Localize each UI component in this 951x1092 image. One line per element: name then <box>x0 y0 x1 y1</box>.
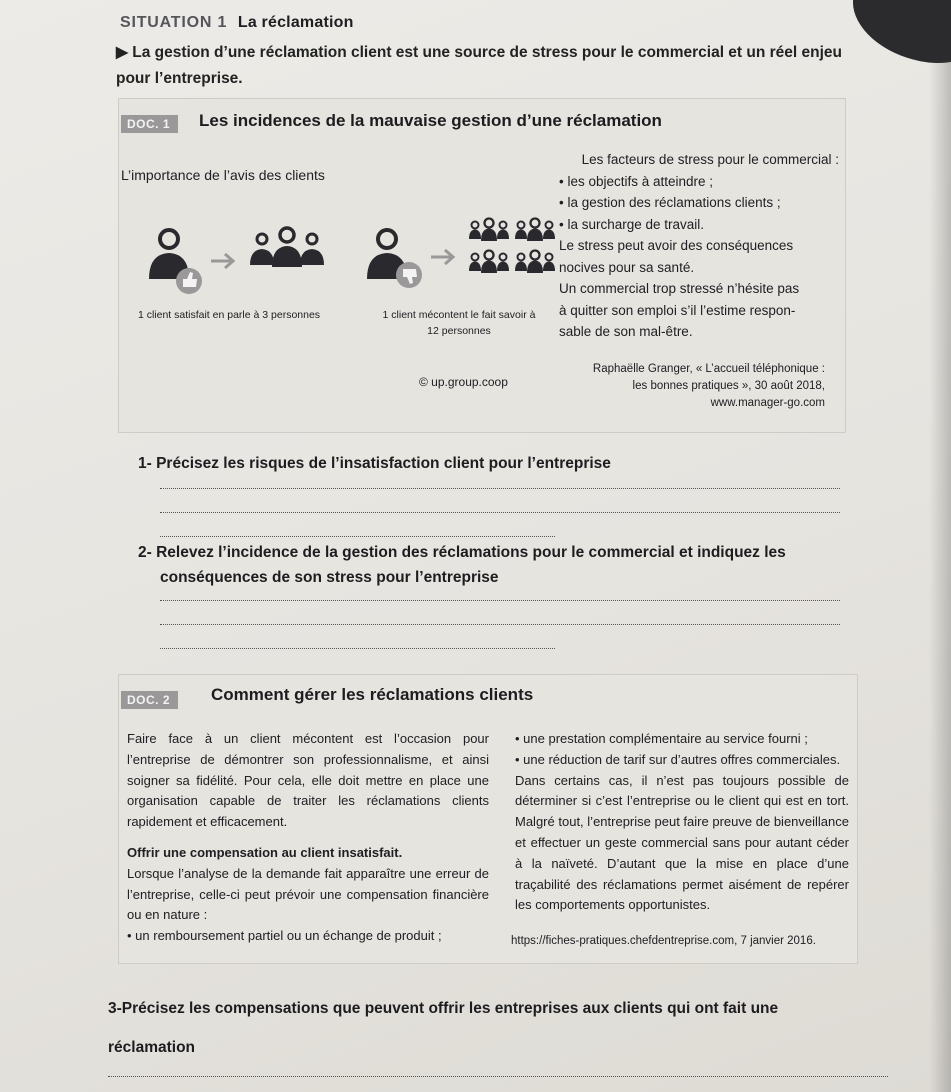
thumb-down-icon <box>396 262 422 288</box>
caption-satisfied: 1 client satisfait en parle à 3 personnes <box>137 309 321 321</box>
factor-item: • la gestion des réclamations clients ; <box>559 195 781 210</box>
question-2-line-1: 2- Relevez l’incidence de la gestion des réclamations pour le commercial et indiquez les <box>138 544 786 561</box>
thumb-up-icon <box>176 268 202 294</box>
doc2-label: DOC. 2 <box>121 691 178 709</box>
source-line: Raphaëlle Granger, « L’accueil téléphonique : <box>592 363 825 375</box>
doc2-bullet: • une prestation complémentaire au service fourni ; <box>515 731 808 746</box>
arrow-right-icon <box>211 254 233 268</box>
answer-line[interactable] <box>160 648 555 649</box>
doc1-source <box>555 361 825 412</box>
stress-text: Un commercial trop stressé n’hésite pas <box>559 281 800 296</box>
doc2-right-column <box>515 729 849 916</box>
answer-line[interactable] <box>160 488 840 489</box>
answer-line[interactable] <box>160 624 840 625</box>
stress-text: à quitter son emploi s’il l’estime respon- <box>559 302 796 318</box>
doc1-label: DOC. 1 <box>121 115 178 133</box>
caption-unhappy-1: 1 client mécontent le fait savoir à <box>382 309 536 321</box>
arrow-right-icon <box>431 250 453 264</box>
doc2-paragraph: Lorsque l’analyse de la demande fait apparaître une erreur de l’entreprise, celle-ci peut prévoir une compensation financière ou en nature : <box>127 865 489 923</box>
customer-opinion-pictograms <box>119 99 559 329</box>
doc2-subheading: Offrir une compensation au client insatisfait. <box>127 844 403 860</box>
intro-sentence: La gestion d’une réclamation client est une source de stress pour le commercial et un réel enjeu pour l’entreprise. <box>116 44 843 87</box>
doc2-paragraph: Faire face à un client mécontent est l’occasion pour l’entreprise de démontrer son professionnalisme, et ainsi soigner sa fidélité. Pour cela, elle doit mettre en place une organisation capable de traiter les réclamations clients rapidement et efficacement. <box>127 731 489 830</box>
stress-text: Le stress peut avoir des conséquences <box>559 238 794 253</box>
question-3-line-1: 3-Précisez les compensations que peuvent offrir les entreprises aux clients qui ont fait une <box>108 1000 779 1017</box>
stress-text: sable de son mal-être. <box>559 324 693 339</box>
stress-text: nocives pour sa santé. <box>559 259 695 275</box>
answer-line[interactable] <box>108 1076 888 1077</box>
answer-line[interactable] <box>160 512 840 513</box>
factor-item: • les objectifs à atteindre ; <box>559 173 714 189</box>
doc1-box <box>118 98 846 433</box>
situation-kicker: SITUATION 1 <box>120 14 228 31</box>
doc2-left-column <box>127 729 489 947</box>
question-2-line-2: conséquences de son stress pour l’entreprise <box>160 569 499 586</box>
doc2-bullet: • un remboursement partiel ou un échange de produit ; <box>127 928 442 944</box>
intro-bullet-icon: ▶ <box>116 44 133 61</box>
situation-name: La réclamation <box>237 14 354 31</box>
factors-title: Les facteurs de stress pour le commercial : <box>581 152 839 167</box>
doc1-title: Les incidences de la mauvaise gestion d’une réclamation <box>199 111 662 130</box>
photo-edge-shadow <box>929 60 951 1092</box>
image-credit: © up.group.coop <box>419 375 508 389</box>
situation-title <box>120 14 354 32</box>
answer-line[interactable] <box>160 600 840 601</box>
doc2-bullet: • une réduction de tarif sur d’autres offres commerciales. <box>515 751 841 767</box>
source-line: www.manager-go.com <box>710 397 825 409</box>
doc2-source: https://fiches-pratiques.chefdentreprise.com, 7 janvier 2016. <box>511 935 816 947</box>
doc2-paragraph: Dans certains cas, il n’est pas toujours possible de déterminer si c’est l’entreprise ou le client qui est en tort. Malgré tout, l’entreprise peut faire preuve de bienveillance et effectuer un geste commercial sans pour autant céder à la naïveté. D’autant que la mise en place d’une traçabilité des réclamations permet aisément de repérer les comportements opportunistes. <box>515 772 849 913</box>
question-3-line-2: réclamation <box>108 1039 196 1056</box>
avis-title: L’importance de l’avis des clients <box>121 167 325 183</box>
factor-item: • la surcharge de travail. <box>559 216 705 232</box>
three-people-icon <box>250 228 324 267</box>
doc2-box <box>118 674 858 964</box>
question-1: 1- Précisez les risques de l’insatisfaction client pour l’entreprise <box>138 455 611 472</box>
intro-text <box>116 40 856 92</box>
answer-line[interactable] <box>160 536 555 537</box>
doc2-title: Comment gérer les réclamations clients <box>211 685 534 704</box>
twelve-people-icon <box>469 219 555 274</box>
source-line: les bonnes pratiques », 30 août 2018, <box>632 380 825 392</box>
stress-factors-column <box>559 149 839 343</box>
caption-unhappy-2: 12 personnes <box>427 325 491 337</box>
